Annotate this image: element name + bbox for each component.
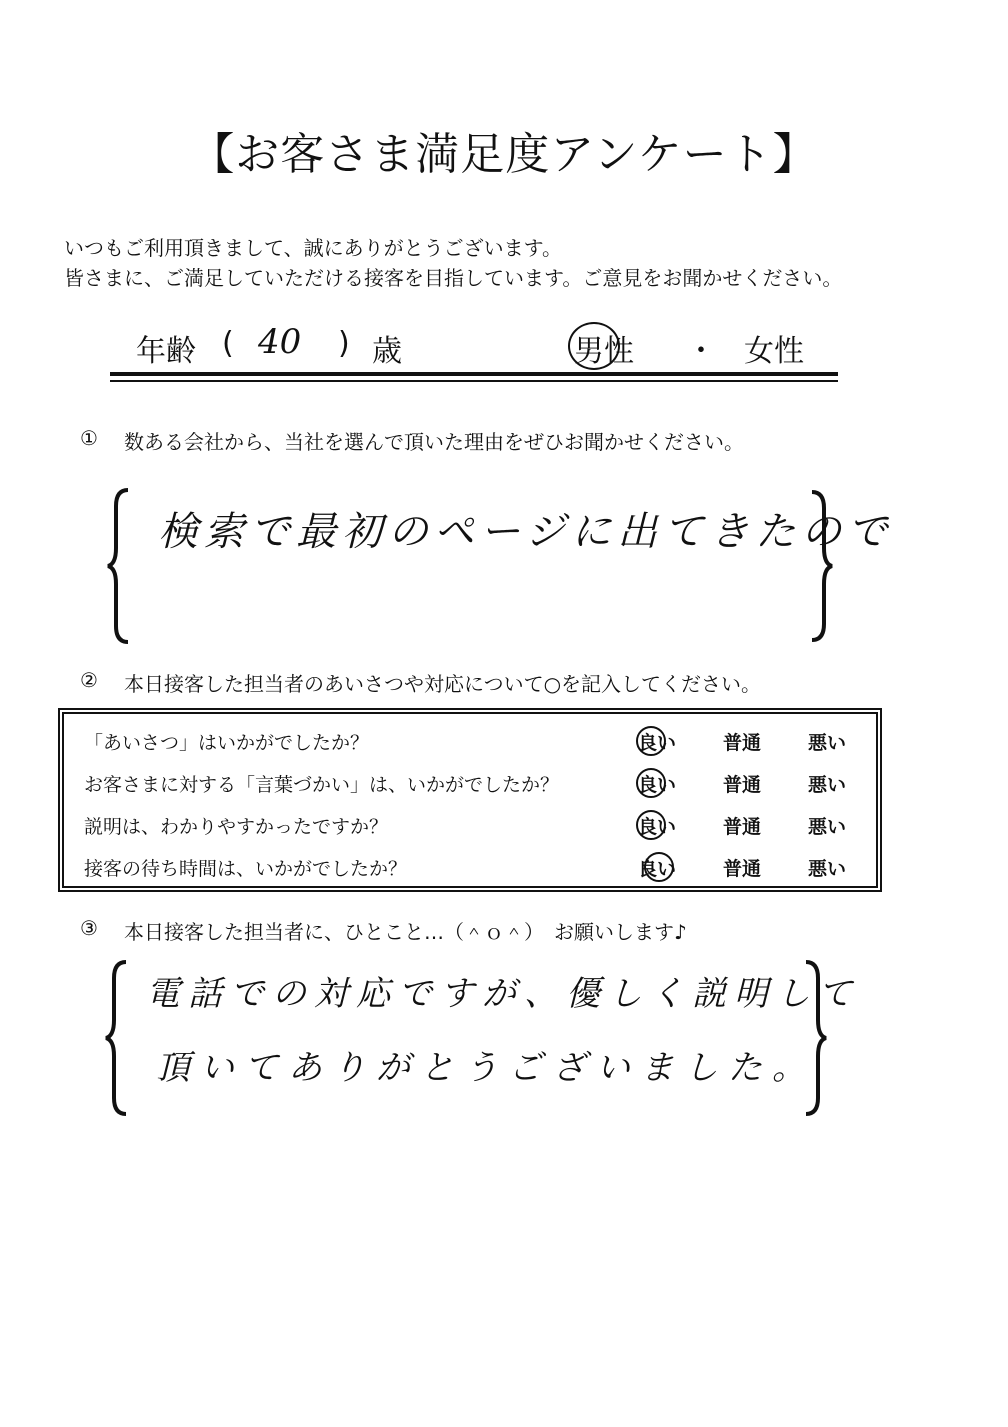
gender-female[interactable]: 女性: [744, 334, 804, 369]
selection-circle: [636, 768, 666, 798]
option-average[interactable]: 普通: [722, 858, 761, 880]
option-bad[interactable]: 悪い: [807, 858, 846, 880]
intro-line-1: いつもご利用頂きまして、誠にありがとうございます。: [64, 236, 562, 260]
age-value[interactable]: 40: [258, 322, 302, 362]
rating-question: お客さまに対する「言葉づかい」は、いかがでしたか？: [84, 774, 560, 796]
selection-circle: [636, 810, 666, 840]
rating-question: 「あいさつ」はいかがでしたか？: [84, 732, 370, 754]
q3-answer-line-2[interactable]: 頂いてありがとうございました。: [156, 1048, 816, 1088]
option-bad[interactable]: 悪い: [807, 732, 846, 754]
option-bad[interactable]: 悪い: [807, 816, 846, 838]
age-paren-open: (: [222, 326, 234, 361]
divider-thin: [110, 380, 838, 382]
option-good[interactable]: 良い: [637, 732, 676, 754]
gender-separator: ・: [686, 334, 716, 369]
option-average[interactable]: 普通: [722, 774, 761, 796]
rating-question: 説明は、わかりやすかったですか？: [84, 816, 389, 838]
rating-table: [58, 708, 882, 892]
rating-question: 接客の待ち時間は、いかがでしたか？: [84, 858, 408, 880]
page-title: 【お客さま満足度アンケート】: [190, 129, 818, 180]
q3-left-brace: [102, 958, 132, 1118]
q1-answer[interactable]: 検索で最初のページに出てきたので: [158, 509, 894, 555]
option-good[interactable]: 良い: [637, 858, 676, 880]
age-unit: 歳: [372, 334, 402, 369]
q3-answer-line-1[interactable]: 電話での対応ですが、優しく説明して: [146, 974, 860, 1014]
q1-left-brace: [104, 486, 134, 646]
intro-line-2: 皆さまに、ご満足していただける接客を目指しています。ご意見をお聞かせください。: [64, 266, 843, 290]
q2-number: ②: [80, 668, 98, 692]
q1-number: ①: [80, 426, 98, 450]
option-average[interactable]: 普通: [722, 816, 761, 838]
age-label: 年齢: [136, 334, 196, 369]
selection-circle: [644, 852, 674, 882]
selection-circle: [636, 726, 666, 756]
q2-text: 本日接客した担当者のあいさつや対応について○を記入してください。: [124, 672, 762, 696]
q3-number: ③: [80, 916, 98, 940]
option-good[interactable]: 良い: [637, 774, 676, 796]
option-good[interactable]: 良い: [637, 816, 676, 838]
option-bad[interactable]: 悪い: [807, 774, 846, 796]
q3-text: 本日接客した担当者に、ひとこと…（＾ｏ＾） お願いします♪: [124, 920, 687, 944]
divider-thick: [110, 372, 838, 376]
q1-text: 数ある会社から、当社を選んで頂いた理由をぜひお聞かせください。: [124, 430, 744, 454]
gender-male[interactable]: 男性: [574, 334, 634, 369]
gender-male-circle: [568, 322, 620, 370]
age-paren-close: ): [338, 326, 350, 361]
option-average[interactable]: 普通: [722, 732, 761, 754]
